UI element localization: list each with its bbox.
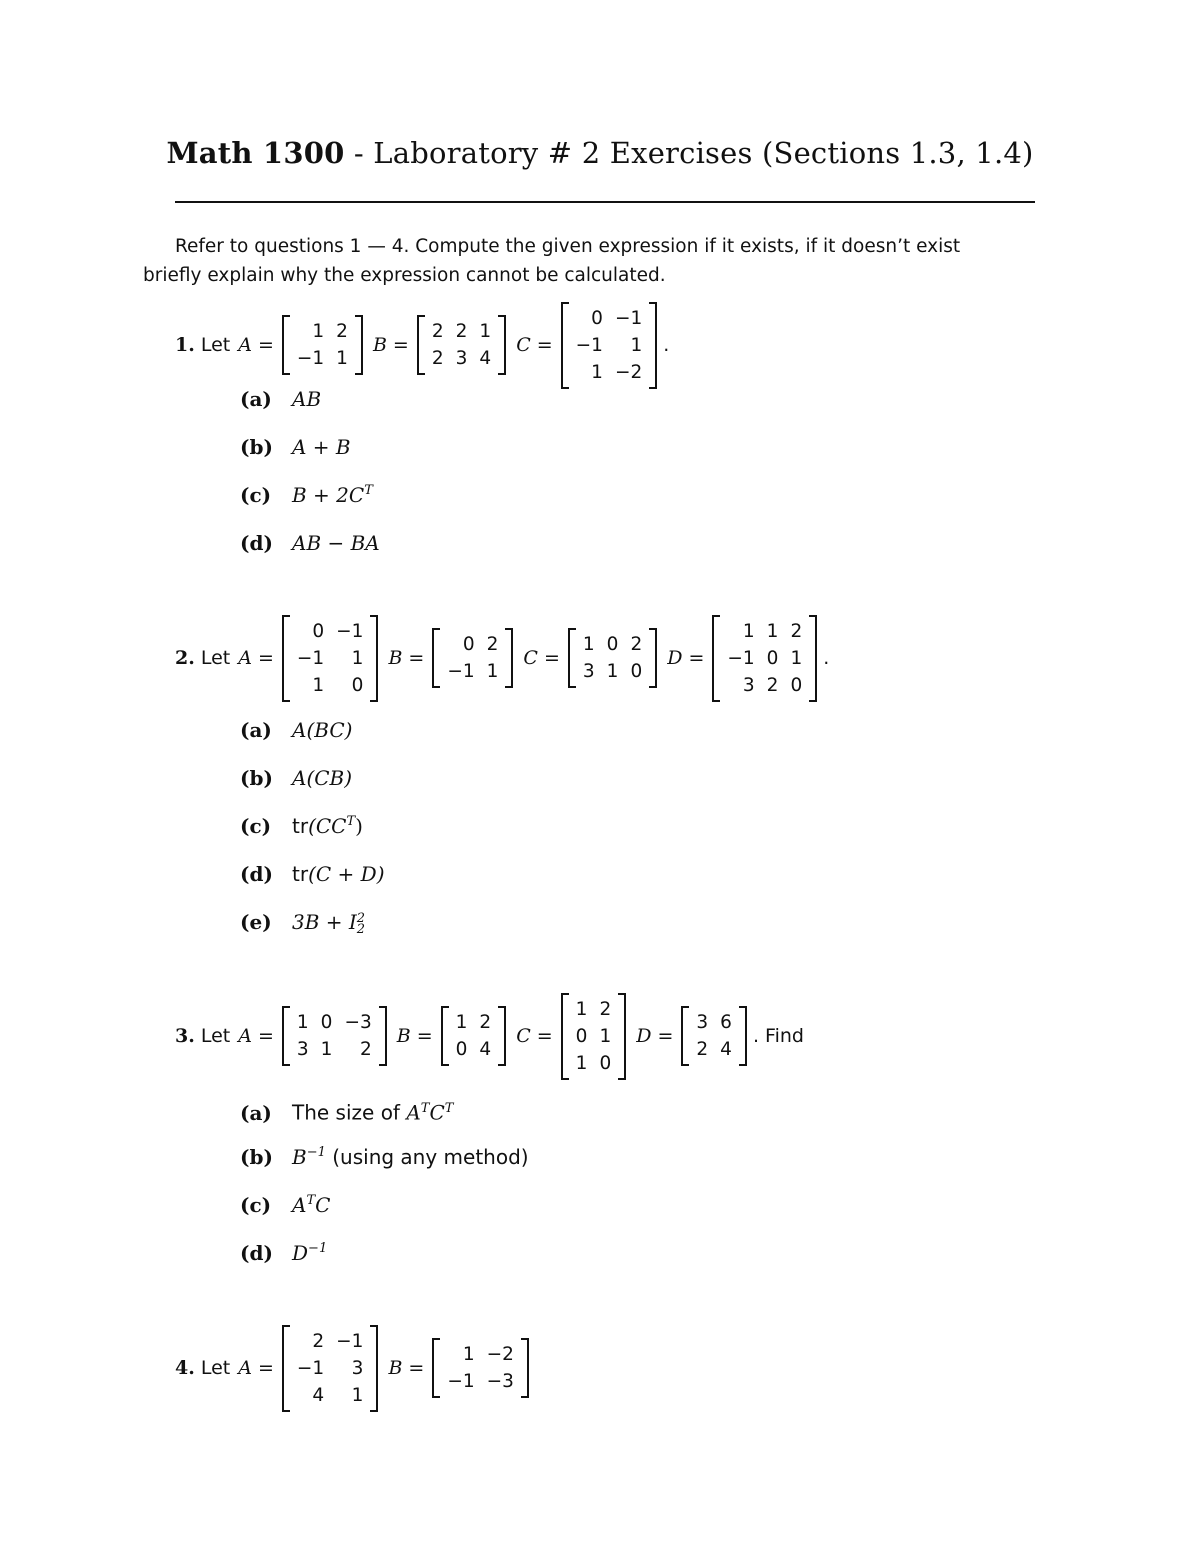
matrix-c xyxy=(561,993,627,1080)
superscript: −1 xyxy=(308,1241,328,1257)
matrix-entry: 4 xyxy=(720,1039,732,1060)
matrix-row xyxy=(441,658,504,685)
part-expression-2: C xyxy=(315,1193,331,1217)
matrix-entry: −1 xyxy=(336,1330,364,1352)
part-letter: (c) xyxy=(240,814,272,838)
equals-sign: = xyxy=(543,647,560,669)
matrix-row xyxy=(577,631,648,658)
matrix-row xyxy=(441,631,504,658)
problem-number: 4. xyxy=(175,1357,195,1379)
problem-number: 2. xyxy=(175,647,195,669)
matrix-entry: 4 xyxy=(479,1039,492,1060)
matrix-row xyxy=(721,645,808,672)
matrix-name-c: C xyxy=(516,334,531,356)
matrix-row xyxy=(291,618,370,645)
matrix-b xyxy=(441,1006,507,1066)
equals-sign: = xyxy=(416,1025,433,1047)
matrix-entry: 2 xyxy=(455,321,468,342)
matrix-row xyxy=(570,1050,618,1077)
matrix-entry: 1 xyxy=(479,321,492,342)
part-expression: (CC xyxy=(308,814,347,838)
equals-sign: = xyxy=(536,1025,553,1047)
part-item xyxy=(240,433,380,481)
part-letter: (c) xyxy=(240,1193,272,1217)
equals-sign: = xyxy=(536,334,553,356)
part-label xyxy=(240,716,292,744)
matrix-entry: 1 xyxy=(351,1384,364,1406)
matrix-entry: 0 xyxy=(606,634,619,655)
matrix-name-b: B xyxy=(388,1357,403,1379)
matrix-a xyxy=(282,1006,387,1066)
matrix-entry: 1 xyxy=(766,620,779,642)
matrix-c xyxy=(561,302,658,389)
part-expression: AB xyxy=(292,387,322,411)
part-item xyxy=(240,1143,529,1191)
part-item xyxy=(240,812,385,860)
matrix-entry: 3 xyxy=(296,1039,309,1060)
equals-sign: = xyxy=(408,647,425,669)
subscript: 2 xyxy=(356,921,366,937)
part-expression: A(CB) xyxy=(292,766,353,790)
matrix-entry: 2 xyxy=(312,1330,325,1352)
part-item xyxy=(240,1095,529,1143)
part-suffix: (using any method) xyxy=(325,1145,529,1169)
part-label xyxy=(240,481,292,509)
part-item xyxy=(240,1191,529,1239)
matrix-row xyxy=(291,345,354,372)
problem-tail: . xyxy=(663,334,670,356)
matrix-b xyxy=(417,315,506,375)
matrix-row xyxy=(570,996,618,1023)
instructions-line-2: briefly explain why the expression cannot be calculated. xyxy=(143,265,666,286)
matrix-entry: 0 xyxy=(766,647,779,669)
matrix-name-a: A xyxy=(238,1357,252,1379)
matrix-row xyxy=(570,305,649,332)
part-item xyxy=(240,481,380,529)
matrix-name-a: A xyxy=(238,1025,252,1047)
superscript: T xyxy=(420,1100,430,1116)
part-letter: (e) xyxy=(240,910,272,934)
part-item xyxy=(240,764,385,812)
script-group xyxy=(308,1241,328,1257)
matrix-entry: 1 xyxy=(312,321,325,342)
part-letter: (d) xyxy=(240,1241,273,1265)
let-label: Let xyxy=(200,1025,231,1047)
matrix-entry: 2 xyxy=(630,634,643,655)
script-group xyxy=(364,483,373,499)
part-item xyxy=(240,908,385,956)
part-expression: (C + D) xyxy=(308,862,385,886)
matrix-name-a: A xyxy=(238,647,252,669)
problem-4 xyxy=(175,1318,529,1418)
matrix-entry: 1 xyxy=(320,1039,333,1060)
matrix-entry: 1 xyxy=(296,1012,309,1033)
part-label xyxy=(240,1143,292,1171)
matrix-entry: 2 xyxy=(599,998,612,1020)
matrix-row xyxy=(570,1023,618,1050)
script-group xyxy=(346,814,356,830)
problem-1 xyxy=(175,295,669,395)
part-letter: (b) xyxy=(240,1145,273,1169)
superscript: T xyxy=(346,814,356,830)
matrix-entry: 3 xyxy=(696,1012,709,1033)
part-item xyxy=(240,1239,529,1287)
part-letter: (d) xyxy=(240,862,273,886)
part-label xyxy=(240,1099,292,1127)
equals-sign: = xyxy=(688,647,705,669)
matrix-entry: 1 xyxy=(486,661,499,682)
matrix-entry: 0 xyxy=(320,1012,333,1033)
part-label xyxy=(240,812,292,840)
part-expression: A + B xyxy=(292,435,351,459)
matrix-entry: 2 xyxy=(431,321,444,342)
let-label: Let xyxy=(200,1357,231,1379)
equals-sign: = xyxy=(408,1357,425,1379)
matrix-entry: 0 xyxy=(312,620,325,642)
matrix-entry: 4 xyxy=(312,1384,325,1406)
matrix-name-b: B xyxy=(396,1025,411,1047)
equals-sign: = xyxy=(257,1357,274,1379)
part-letter: (b) xyxy=(240,766,273,790)
matrix-b xyxy=(432,1338,529,1398)
equals-sign: = xyxy=(257,647,274,669)
part-prefix: tr xyxy=(292,814,309,838)
matrix-entry: 1 xyxy=(575,998,588,1020)
matrix-row xyxy=(291,1382,370,1409)
matrix-entry: 3 xyxy=(455,348,468,369)
matrix-entry: 2 xyxy=(790,620,803,642)
matrix-entry: 4 xyxy=(479,348,492,369)
equals-sign: = xyxy=(257,334,274,356)
matrix-name-d: D xyxy=(667,647,683,669)
matrix-row xyxy=(426,345,497,372)
matrix-a xyxy=(282,615,379,702)
title-rest: - Laboratory # 2 Exercises (Sections 1.3, 1.4) xyxy=(344,136,1034,170)
matrix-name-b: B xyxy=(388,647,403,669)
part-expression-2: C xyxy=(429,1100,445,1125)
part-label xyxy=(240,529,292,557)
problem-number: 3. xyxy=(175,1025,195,1047)
matrix-entry: 1 xyxy=(630,334,643,356)
matrix-entry: 1 xyxy=(599,1025,612,1047)
let-label: Let xyxy=(200,334,231,356)
matrix-entry: 0 xyxy=(462,634,475,655)
matrix-entry: −1 xyxy=(296,1357,325,1379)
matrix-entry: 1 xyxy=(742,620,755,642)
matrix-b xyxy=(432,628,513,688)
problem-2-parts xyxy=(240,716,385,956)
matrix-entry: −1 xyxy=(336,620,364,642)
part-letter: (d) xyxy=(240,531,273,555)
matrix-entry: 1 xyxy=(312,674,325,696)
part-letter: (a) xyxy=(240,1100,272,1125)
matrix-entry: 0 xyxy=(790,674,803,696)
part-expression: B xyxy=(292,1145,307,1169)
matrix-entry: 1 xyxy=(336,348,348,369)
part-prefix: The size of xyxy=(292,1100,407,1125)
equals-sign: = xyxy=(257,1025,274,1047)
equals-sign: = xyxy=(657,1025,674,1047)
matrix-entry: 0 xyxy=(351,674,364,696)
part-expression: 3B + I xyxy=(292,910,357,934)
matrix-entry: −3 xyxy=(344,1012,372,1033)
let-label: Let xyxy=(200,647,231,669)
matrix-row xyxy=(450,1009,498,1036)
matrix-entry: −1 xyxy=(296,348,325,369)
part-letter: (a) xyxy=(240,718,272,742)
problem-2 xyxy=(175,608,829,708)
superscript: 2 xyxy=(356,910,366,926)
matrix-entry: −1 xyxy=(296,647,325,669)
matrix-entry: 1 xyxy=(351,647,364,669)
matrix-row xyxy=(291,672,370,699)
matrix-row xyxy=(291,1355,370,1382)
part-label xyxy=(240,1191,292,1219)
matrix-entry: 2 xyxy=(359,1039,372,1060)
matrix-entry: 1 xyxy=(455,1012,468,1033)
matrix-d xyxy=(712,615,817,702)
matrix-entry: −2 xyxy=(486,1344,514,1365)
matrix-entry: 3 xyxy=(351,1357,364,1379)
part-expression: A(BC) xyxy=(292,718,353,742)
matrix-name-a: A xyxy=(238,334,252,356)
matrix-row xyxy=(721,672,808,699)
problem-3 xyxy=(175,986,804,1086)
matrix-name-b: B xyxy=(372,334,387,356)
superscript-2: T xyxy=(444,1101,454,1116)
matrix-name-d: D xyxy=(636,1025,652,1047)
matrix-entry: −1 xyxy=(727,647,755,669)
script-group xyxy=(356,910,366,937)
part-label xyxy=(240,433,292,461)
matrix-entry: 1 xyxy=(582,634,595,655)
script-group xyxy=(306,1145,326,1161)
superscript: −1 xyxy=(306,1145,326,1161)
matrix-entry: 1 xyxy=(790,647,803,669)
matrix-entry: 0 xyxy=(599,1052,612,1074)
matrix-row xyxy=(570,332,649,359)
matrix-entry: 2 xyxy=(431,348,444,369)
matrix-entry: 2 xyxy=(696,1039,709,1060)
matrix-entry: 0 xyxy=(630,661,643,682)
part-label xyxy=(240,860,292,888)
part-expression: AB − BA xyxy=(292,531,380,555)
matrix-entry: 2 xyxy=(486,634,499,655)
matrix-entry: 2 xyxy=(336,321,348,342)
problem-3-parts xyxy=(240,1095,529,1287)
part-label xyxy=(240,764,292,792)
page-title xyxy=(0,136,1200,170)
matrix-entry: −1 xyxy=(447,661,475,682)
title-rule xyxy=(175,201,1035,203)
part-suffix: ) xyxy=(355,814,363,838)
matrix-entry: −3 xyxy=(486,1371,514,1392)
matrix-entry: 6 xyxy=(720,1012,732,1033)
part-expression: D xyxy=(292,1241,309,1265)
superscript: T xyxy=(364,483,373,499)
matrix-row xyxy=(570,359,649,386)
part-expression: A xyxy=(292,1193,307,1217)
title-course: Math 1300 xyxy=(166,136,345,170)
part-item xyxy=(240,716,385,764)
matrix-entry: 0 xyxy=(575,1025,588,1047)
matrix-row xyxy=(426,318,497,345)
problem-tail: . xyxy=(823,647,830,669)
matrix-entry: −1 xyxy=(447,1371,475,1392)
matrix-entry: 3 xyxy=(582,661,595,682)
matrix-entry: 1 xyxy=(575,1052,588,1074)
matrix-entry: 1 xyxy=(606,661,619,682)
matrix-name-c: C xyxy=(516,1025,531,1047)
matrix-entry: 3 xyxy=(742,674,755,696)
matrix-d xyxy=(681,1006,747,1066)
problem-number: 1. xyxy=(175,334,195,356)
matrix-row xyxy=(690,1009,738,1036)
matrix-name-c: C xyxy=(523,647,538,669)
part-prefix: tr xyxy=(292,862,309,886)
matrix-row xyxy=(450,1036,498,1063)
matrix-row xyxy=(441,1341,520,1368)
equals-sign: = xyxy=(392,334,409,356)
instructions xyxy=(143,232,1078,290)
matrix-entry: 1 xyxy=(591,361,603,383)
matrix-row xyxy=(291,645,370,672)
matrix-row xyxy=(291,1009,378,1036)
matrix-entry: 2 xyxy=(479,1012,492,1033)
part-letter: (c) xyxy=(240,483,272,507)
matrix-entry: −2 xyxy=(614,361,643,383)
matrix-c xyxy=(568,628,657,688)
matrix-row xyxy=(721,618,808,645)
matrix-entry: 2 xyxy=(766,674,779,696)
part-label xyxy=(240,385,292,413)
part-expression: B + 2C xyxy=(292,483,365,507)
part-letter: (b) xyxy=(240,435,273,459)
part-expression: A xyxy=(406,1100,421,1125)
matrix-row xyxy=(577,658,648,685)
script-group xyxy=(306,1193,316,1209)
matrix-a xyxy=(282,315,363,375)
problem-tail: . Find xyxy=(752,1025,804,1047)
part-item xyxy=(240,860,385,908)
matrix-entry: 0 xyxy=(455,1039,468,1060)
matrix-entry: −1 xyxy=(614,307,643,329)
instructions-line-1: Refer to questions 1 — 4. Compute the given expression if it exists, if it doesn’t exist xyxy=(175,236,961,257)
problem-1-parts xyxy=(240,385,380,577)
superscript: T xyxy=(306,1193,316,1209)
matrix-entry: −1 xyxy=(575,334,603,356)
part-item xyxy=(240,385,380,433)
matrix-entry: 1 xyxy=(462,1344,475,1365)
part-letter: (a) xyxy=(240,387,272,411)
matrix-a xyxy=(282,1325,379,1412)
matrix-row xyxy=(690,1036,738,1063)
matrix-row xyxy=(291,318,354,345)
part-item xyxy=(240,529,380,577)
matrix-row xyxy=(441,1368,520,1395)
matrix-row xyxy=(291,1328,370,1355)
matrix-row xyxy=(291,1036,378,1063)
part-label xyxy=(240,1239,292,1267)
part-label xyxy=(240,908,292,936)
matrix-entry: 0 xyxy=(591,307,603,329)
